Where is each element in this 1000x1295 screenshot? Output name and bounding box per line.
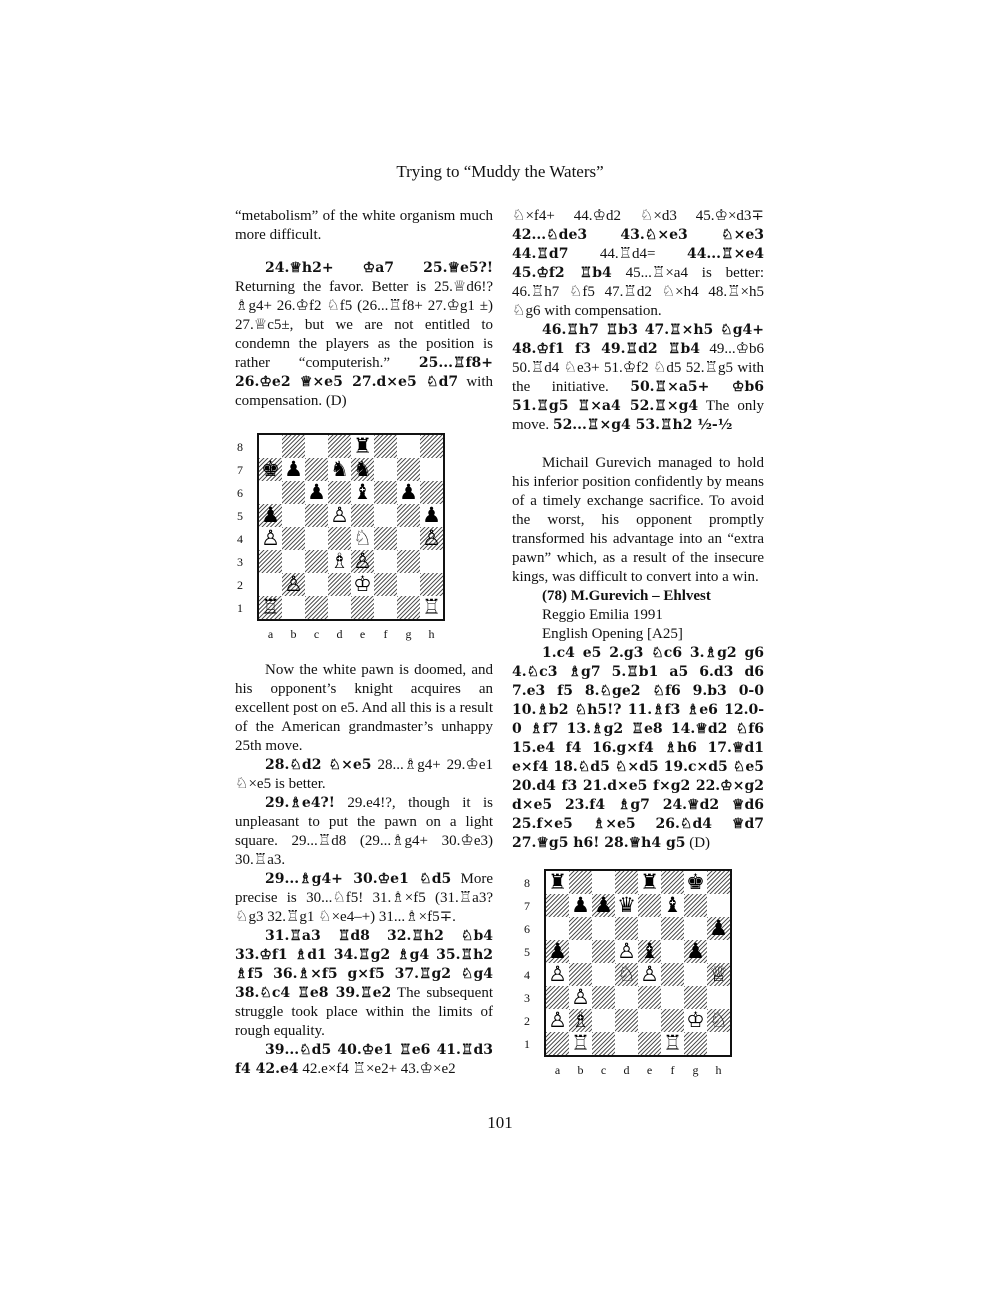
board-square (615, 986, 638, 1009)
board-square (305, 504, 328, 527)
commentary: The subsequent struggle took place within the limits of rough equality. (235, 985, 494, 1039)
chess-piece: ♜ (548, 870, 567, 894)
chess-piece: ♟ (686, 939, 705, 963)
chess-piece: ♗ (330, 549, 349, 573)
paragraph (235, 927, 493, 1041)
board-square (592, 1009, 615, 1032)
board-square (592, 940, 615, 963)
chess-piece: ♝ (353, 480, 372, 504)
rank-label: 3 (237, 555, 243, 569)
board-square (638, 917, 661, 940)
file-label: b (577, 1063, 584, 1077)
board-square (305, 435, 328, 458)
chess-piece: ♘ (709, 1008, 728, 1032)
board-square (374, 527, 397, 550)
file-label: a (267, 627, 274, 641)
board-square (684, 986, 707, 1009)
board-square (707, 871, 730, 894)
chess-piece: ♘ (617, 962, 636, 986)
paragraph: Michail Gurevich managed to hold his inferior position confidently by means of a timely exchange sacrifice. To avoid the worst, his opponent promptly transformed his advantage into an “extra pawn” which, as a result of the insecure kings, was difficult to convert into a win. (512, 455, 764, 585)
commentary: The only move. (512, 398, 764, 433)
file-label: g (692, 1063, 699, 1077)
board-square (684, 1032, 707, 1055)
board-square (615, 1009, 638, 1032)
chess-piece: ♕ (709, 962, 728, 986)
board-square (328, 596, 351, 619)
chess-board (257, 433, 445, 621)
board-square (707, 940, 730, 963)
commentary: 28...♗g4+ 29.♔e1 ♘×e5 is better. (235, 757, 494, 792)
chess-piece: ♙ (617, 939, 636, 963)
board-square (661, 986, 684, 1009)
file-label: d (623, 1063, 630, 1077)
board-square (397, 504, 420, 527)
board-square (374, 596, 397, 619)
rank-label: 6 (524, 922, 530, 936)
board-square (305, 527, 328, 550)
move-text: 42...♘de3 43.♘×e3 ♘×e3 44.♖d7 (512, 227, 764, 262)
chess-piece: ♖ (663, 1031, 682, 1055)
commentary: 45...♖×a4 is better: 46.♖h7 ♘f5 47.♖d2 ♘×h4 48.♖×h5 ♘g6 with compensation. (512, 265, 764, 319)
board-square (351, 596, 374, 619)
board-square (569, 963, 592, 986)
chess-piece: ♟ (284, 457, 303, 481)
board-square (569, 940, 592, 963)
file-label: g (405, 627, 412, 641)
rank-label: 2 (524, 1014, 530, 1028)
board-square (351, 504, 374, 527)
chess-piece: ♔ (353, 572, 372, 596)
move-text: 29...♗g4+ 30.♔e1 ♘d5 (265, 871, 452, 887)
board-square (420, 458, 443, 481)
chess-piece: ♙ (640, 962, 659, 986)
board-square (328, 435, 351, 458)
rank-label: 2 (237, 578, 243, 592)
chess-diagram-2 (522, 867, 762, 1089)
chess-piece: ♚ (686, 870, 705, 894)
page-number: 101 (487, 1113, 513, 1132)
chess-piece: ♞ (353, 457, 372, 481)
chess-piece: ♙ (261, 526, 280, 550)
chess-piece: ♜ (640, 870, 659, 894)
board-square (305, 596, 328, 619)
rank-label: 5 (524, 945, 530, 959)
chess-piece: ♙ (548, 962, 567, 986)
board-square (569, 917, 592, 940)
commentary: More precise is 30...♘f5! 31.♗×f5 (31.♖a3? ♘g3 32.♖g1 ♘×e4–+) 31...♗×f5∓. (235, 871, 493, 925)
move-text: 1.c4 e5 2.g3 ♘c6 3.♗g2 g6 4.♘c3 ♗g7 5.♖b1 a5 6.d3 d6 7.e3 f5 8.♘ge2 ♘f6 9.b3 0-0 10.♗b2 ♘h5!? 11.♗f3 ♗e6 12.0-0 ♗f7 13.♗g2 ♖e8 14.♕d2 ♘f6 15.e4 f4 16.g×f4 ♗h6 17.♕d1 e×f4 18.♘d5 ♘×d5 19.c×d5 ♘e5 20.d4 f3 21.d×e5 f×g2 22.♔×g2 d×e5 23.f4 ♗g7 24.♕d2 ♕d6 25.f×e5 ♗×e5 26.♘d4 ♕d7 27.♕g5 h6! 28.♕h4 g5 (512, 645, 764, 851)
move-text: 50.♖×a5+ ♔b6 51.♖g5 ♖×a4 52.♖×g4 (512, 379, 764, 414)
board-square (374, 550, 397, 573)
board-square (305, 550, 328, 573)
chess-piece: ♟ (307, 480, 326, 504)
board-square (420, 550, 443, 573)
board-square (374, 504, 397, 527)
file-label: d (336, 627, 343, 641)
file-label: h (715, 1063, 722, 1077)
board-square (328, 527, 351, 550)
chess-piece: ♙ (330, 503, 349, 527)
paragraph (235, 794, 493, 870)
commentary: 29.e4!?, though it is unpleasant to put the pawn on a light square. 29...♖d8 (29...♗g4+ 30.♔e3) 30.♖a3. (235, 795, 494, 868)
board-square (259, 481, 282, 504)
board-square (374, 481, 397, 504)
board-square (661, 871, 684, 894)
game-place: Reggio Emilia 1991 (542, 607, 663, 623)
board-square (638, 1032, 661, 1055)
move-text: 52...♖×g4 53.♖h2 ½-½ (552, 417, 733, 433)
board-square (420, 435, 443, 458)
board-square (592, 917, 615, 940)
chess-piece: ♙ (571, 985, 590, 1009)
board-square (615, 917, 638, 940)
chess-piece: ♟ (548, 939, 567, 963)
move-text: 31.♖a3 ♖d8 32.♖h2 ♘b4 33.♔f1 ♗d1 34.♖g2 ♗g4 35.♖h2 ♗f5 36.♗×f5 g×f5 37.♖g2 ♘g4 38.♘c4 ♖e8 39.♖e2 (235, 928, 493, 1001)
left-column (235, 207, 493, 1079)
chess-diagram-1 (235, 431, 475, 653)
commentary: ♘×f4+ 44.♔d2 ♘×d3 45.♔×d3∓ (512, 208, 764, 224)
file-label: e (359, 627, 366, 641)
file-label: c (313, 627, 320, 641)
chess-piece: ♜ (353, 434, 372, 458)
paragraph (235, 1041, 493, 1079)
board-square (259, 573, 282, 596)
board-square (569, 871, 592, 894)
chess-piece: ♗ (571, 1008, 590, 1032)
chess-piece: ♙ (353, 549, 372, 573)
chess-piece: ♙ (284, 572, 303, 596)
board-square (397, 527, 420, 550)
board-square (397, 573, 420, 596)
move-text: 25...♖f8+ 26.♔e2 ♕×e5 27.d×e5 ♘d7 (235, 355, 493, 390)
running-header: Trying to “Muddy the Waters” (396, 162, 604, 181)
board-square (661, 1009, 684, 1032)
chess-piece: ♞ (330, 457, 349, 481)
rank-label: 6 (237, 486, 243, 500)
commentary: 49...♔b6 50.♖d4 ♘e3+ 51.♔f2 ♘d5 52.♖g5 with the initiative. (512, 341, 765, 395)
board-square (592, 871, 615, 894)
board-square (282, 504, 305, 527)
file-label: e (646, 1063, 653, 1077)
board-square (282, 435, 305, 458)
board-square (615, 1032, 638, 1055)
board-square (397, 596, 420, 619)
rank-label: 5 (237, 509, 243, 523)
move-text: 44...♖×e4 45.♔f2 ♖b4 (512, 246, 764, 281)
board-square (328, 573, 351, 596)
rank-label: 7 (237, 463, 243, 477)
board-square (592, 986, 615, 1009)
chess-piece: ♟ (571, 893, 590, 917)
board-square (592, 1032, 615, 1055)
board-square (397, 550, 420, 573)
chess-piece: ♛ (617, 893, 636, 917)
chess-piece: ♟ (422, 503, 441, 527)
chess-piece: ♟ (399, 480, 418, 504)
board-square (420, 573, 443, 596)
move-text: 28.♘d2 ♘×e5 (265, 757, 372, 773)
chess-piece: ♘ (353, 526, 372, 550)
commentary: 42.e×f4 ♖×e2+ 43.♔×e2 (302, 1061, 456, 1077)
move-text: 29.♗e4?! (265, 795, 335, 811)
board-square (546, 986, 569, 1009)
board-square (282, 550, 305, 573)
chess-piece: ♖ (571, 1031, 590, 1055)
file-label: c (600, 1063, 607, 1077)
chess-piece: ♝ (663, 893, 682, 917)
board-square (615, 871, 638, 894)
file-label: f (670, 1063, 675, 1077)
file-label: a (554, 1063, 561, 1077)
board-square (707, 894, 730, 917)
file-label: b (290, 627, 297, 641)
chess-piece: ♚ (261, 457, 280, 481)
board-square (305, 573, 328, 596)
board-square (546, 917, 569, 940)
rank-label: 1 (237, 601, 243, 615)
rank-label: 4 (524, 968, 530, 982)
move-text: 24.♕h2+ ♔a7 25.♕e5?! (265, 260, 493, 276)
rank-label: 1 (524, 1037, 530, 1051)
chess-piece: ♙ (422, 526, 441, 550)
right-column (512, 207, 764, 1089)
board-square (305, 458, 328, 481)
board-square (546, 1032, 569, 1055)
rank-label: 3 (524, 991, 530, 1005)
file-label: h (428, 627, 435, 641)
board-square (328, 481, 351, 504)
paragraph: Now the white pawn is doomed, and his opponent’s knight acquires an excellent post on e5. And all this is a result of the American grandmaster’s unhappy 25th move. (235, 662, 493, 754)
board-square (420, 481, 443, 504)
paragraph (235, 259, 493, 411)
commentary: Returning the favor. Better is 25.♕d6!? ♗g4+ 26.♔f2 ♘f5 (26...♖f8+ 27.♔g1 ±) 27.♕c5±, but we are not entitled to condemn the players as the position is rather “computerish.” (235, 279, 493, 371)
board-square (282, 527, 305, 550)
board-square (374, 435, 397, 458)
chess-piece: ♙ (548, 1008, 567, 1032)
chess-piece: ♟ (261, 503, 280, 527)
paragraph (512, 644, 764, 853)
board-square (661, 940, 684, 963)
board-square (282, 596, 305, 619)
paragraph (512, 207, 764, 321)
board-square (707, 1032, 730, 1055)
board-square (546, 894, 569, 917)
rank-label: 7 (524, 899, 530, 913)
board-square (592, 963, 615, 986)
commentary: 44.♖d4= (599, 246, 656, 262)
board-square (638, 894, 661, 917)
rank-label: 8 (237, 440, 243, 454)
board-square (397, 458, 420, 481)
chess-piece: ♔ (686, 1008, 705, 1032)
chess-board (544, 869, 732, 1057)
board-square (707, 986, 730, 1009)
move-text: 39...♘d5 40.♔e1 ♖e6 41.♖d3 f4 42.e4 (235, 1042, 493, 1077)
board-square (374, 573, 397, 596)
paragraph (512, 321, 764, 435)
board-square (684, 963, 707, 986)
chess-piece: ♝ (640, 939, 659, 963)
game-title: (78) M.Gurevich – Ehlvest (542, 588, 711, 604)
board-square (259, 550, 282, 573)
board-square (638, 1009, 661, 1032)
file-label: f (383, 627, 388, 641)
board-square (282, 481, 305, 504)
board-square (374, 458, 397, 481)
chess-piece: ♟ (594, 893, 613, 917)
chess-piece: ♟ (709, 916, 728, 940)
commentary: with compensation. (D) (235, 374, 493, 409)
board-square (684, 894, 707, 917)
game-opening: English Opening [A25] (542, 626, 683, 642)
board-square (684, 917, 707, 940)
chess-piece: ♖ (422, 595, 441, 619)
paragraph (235, 756, 493, 794)
move-text: 46.♖h7 ♖b3 47.♖×h5 ♘g4+ 48.♔f1 f3 49.♖d2 ♖b4 (512, 322, 764, 357)
chess-piece: ♖ (261, 595, 280, 619)
board-square (661, 917, 684, 940)
rank-label: 4 (237, 532, 243, 546)
paragraph: “metabolism” of the white organism much more difficult. (235, 208, 493, 243)
board-square (259, 435, 282, 458)
board-square (638, 986, 661, 1009)
commentary: (D) (689, 835, 711, 851)
paragraph (235, 870, 493, 927)
board-square (397, 435, 420, 458)
rank-label: 8 (524, 876, 530, 890)
board-square (661, 963, 684, 986)
